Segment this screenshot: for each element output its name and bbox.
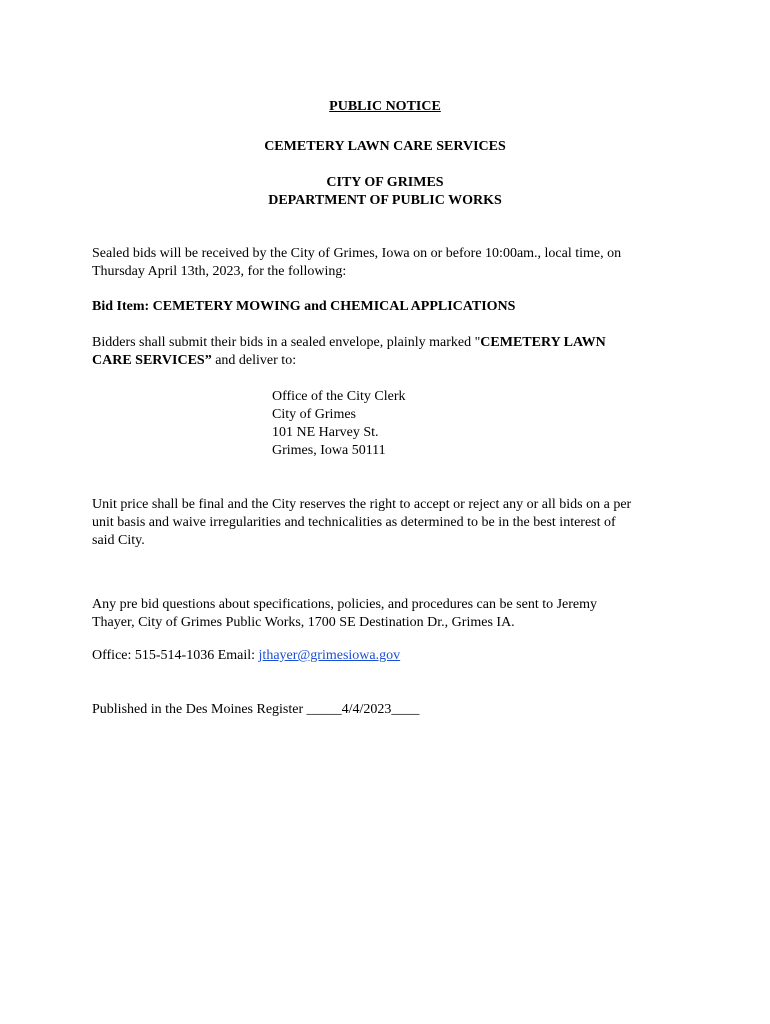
bid-item-text: Bid Item: CEMETERY MOWING and CHEMICAL APPLICATIONS bbox=[92, 299, 516, 314]
notice-subject: CEMETERY LAWN CARE SERVICES bbox=[264, 139, 506, 154]
submit-text: and deliver to: bbox=[211, 353, 297, 368]
notice-title: PUBLIC NOTICE bbox=[329, 99, 441, 114]
address-line: Grimes, Iowa 50111 bbox=[272, 443, 386, 458]
contact-line bbox=[92, 647, 692, 665]
bid-item bbox=[92, 298, 692, 316]
submit-marking: CEMETERY LAWN bbox=[480, 335, 606, 350]
unit-price-paragraph bbox=[92, 496, 692, 550]
notice-city: CITY OF GRIMES bbox=[326, 175, 444, 190]
address-line: Office of the City Clerk bbox=[272, 389, 406, 404]
email-link[interactable]: jthayer@grimesiowa.gov bbox=[258, 648, 401, 663]
intro-line: Thursday April 13th, 2023, for the following: bbox=[92, 264, 347, 279]
questions-paragraph bbox=[92, 596, 692, 632]
unit-line: unit basis and waive irregularities and technicalities as determined to be in the best interest of bbox=[92, 515, 616, 530]
submit-paragraph bbox=[92, 334, 692, 370]
address-line: 101 NE Harvey St. bbox=[272, 425, 379, 440]
clerk-address bbox=[272, 388, 572, 460]
published-line: Published in the Des Moines Register _____4/4/2023____ bbox=[92, 702, 420, 717]
questions-line: Thayer, City of Grimes Public Works, 1700 SE Destination Dr., Grimes IA. bbox=[92, 615, 515, 630]
submit-line bbox=[92, 352, 692, 370]
questions-line: Any pre bid questions about specifications, policies, and procedures can be sent to Jeremy bbox=[92, 597, 598, 612]
contact-text: Office: 515-514-1036 Email: bbox=[92, 648, 259, 663]
intro-line: Sealed bids will be received by the City of Grimes, Iowa on or before 10:00am., local time, on bbox=[92, 246, 622, 261]
notice-department: DEPARTMENT OF PUBLIC WORKS bbox=[268, 193, 502, 208]
intro-paragraph bbox=[92, 245, 692, 281]
submit-text: Bidders shall submit their bids in a sealed envelope, plainly marked " bbox=[92, 335, 481, 350]
unit-line: Unit price shall be final and the City reserves the right to accept or reject any or all bids on a per bbox=[92, 497, 632, 512]
submit-marking: CARE SERVICES” bbox=[92, 353, 212, 368]
submit-line bbox=[92, 334, 692, 352]
address-line: City of Grimes bbox=[272, 407, 356, 422]
unit-line: said City. bbox=[92, 533, 145, 548]
